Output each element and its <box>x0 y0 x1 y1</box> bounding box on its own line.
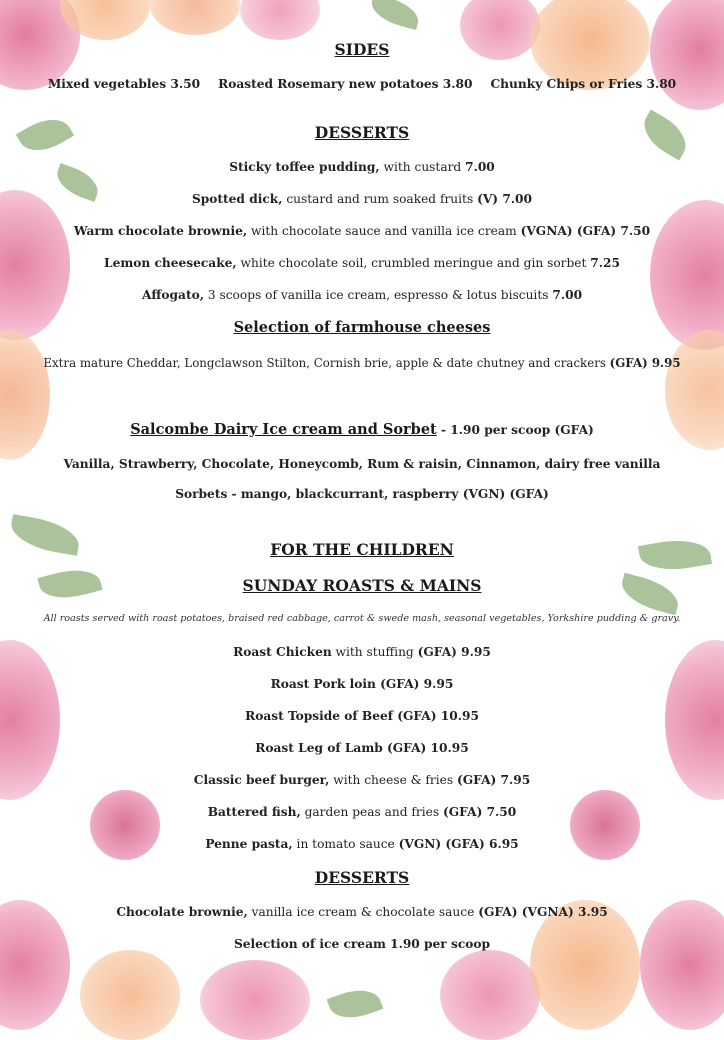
sides-list <box>40 77 684 91</box>
dessert-item: Spotted dick, custard and rum soaked fruits (V) 7.00 <box>191 192 533 206</box>
roasts-note: All roasts served with roast potatoes, braised red cabbage, carrot & swede mash, seasonal vegetables, Yorkshire pudding & gravy. <box>43 613 681 624</box>
side-item: Roasted Rosemary new potatoes 3.80 <box>218 77 473 91</box>
side-item: Mixed vegetables 3.50 <box>47 77 201 91</box>
dessert-item: Warm chocolate brownie, with chocolate sauce and vanilla ice cream (VGNA) (GFA) 7.50 <box>73 224 651 238</box>
dessert-item: Sticky toffee pudding, with custard 7.00 <box>229 160 495 174</box>
children-item: Classic beef burger, with cheese & fries (GFA) 7.95 <box>193 773 531 787</box>
cheeses-heading: Selection of farmhouse cheeses <box>233 319 491 336</box>
children-heading: FOR THE CHILDREN <box>270 540 454 559</box>
children-item: Roast Pork loin (GFA) 9.95 <box>270 677 454 691</box>
icecream-heading: Salcombe Dairy Ice cream and Sorbet - 1.90 per scoop (GFA) <box>130 421 594 438</box>
children-desserts-heading: DESSERTS <box>314 868 410 887</box>
children-item: Battered fish, garden peas and fries (GFA) 7.50 <box>207 805 517 819</box>
dessert-item: Affogato, 3 scoops of vanilla ice cream, espresso & lotus biscuits 7.00 <box>141 288 583 302</box>
children-dessert-item: Selection of ice cream 1.90 per scoop <box>233 937 491 951</box>
cheeses-desc: Extra mature Cheddar, Longclawson Stilton, Cornish brie, apple & date chutney and crackers (GFA) 9.95 <box>43 356 681 370</box>
children-dessert-item: Chocolate brownie, vanilla ice cream & chocolate sauce (GFA) (VGNA) 3.95 <box>116 905 608 919</box>
children-item: Roast Topside of Beef (GFA) 10.95 <box>245 709 479 723</box>
children-item: Penne pasta, in tomato sauce (VGN) (GFA) 6.95 <box>205 837 519 851</box>
children-subheading: SUNDAY ROASTS & MAINS <box>242 576 482 595</box>
side-item: Chunky Chips or Fries 3.80 <box>490 77 677 91</box>
sides-heading: SIDES <box>334 40 390 59</box>
desserts-heading: DESSERTS <box>314 123 410 142</box>
sorbets-list: Sorbets - mango, blackcurrant, raspberry (VGN) (GFA) <box>175 487 549 501</box>
icecream-flavours: Vanilla, Strawberry, Chocolate, Honeycomb, Rum & raisin, Cinnamon, dairy free vanilla <box>63 457 661 471</box>
children-item: Roast Leg of Lamb (GFA) 10.95 <box>255 741 469 755</box>
children-item: Roast Chicken with stuffing (GFA) 9.95 <box>233 645 491 659</box>
dessert-item: Lemon cheesecake, white chocolate soil, crumbled meringue and gin sorbet 7.25 <box>104 256 620 270</box>
